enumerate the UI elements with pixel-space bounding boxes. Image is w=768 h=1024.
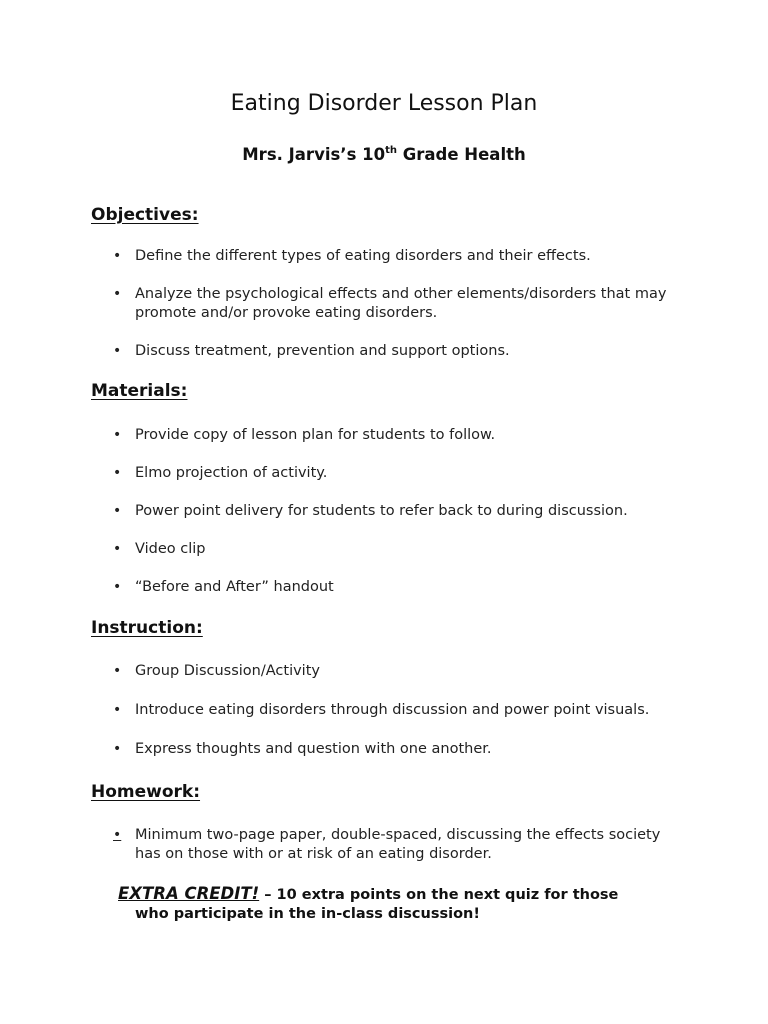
list-item-text: Video clip [135, 541, 206, 557]
list-item [113, 502, 673, 521]
list-item-text: Analyze the psychological effects and other elements/disorders that may promote and/or provoke eating disorders. [135, 286, 667, 321]
extra-credit-line1: 10 extra points on the next quiz for those [276, 887, 619, 903]
list-item-text: Minimum two-page paper, double-spaced, discussing the effects society has on those with or at risk of an eating disorder. [135, 827, 661, 862]
list-item-text: Introduce eating disorders through discussion and power point visuals. [135, 702, 650, 718]
list-item [113, 540, 673, 559]
bullet-icon: • [113, 465, 122, 481]
list-item-text: Discuss treatment, prevention and support options. [135, 343, 510, 359]
list-item-text: Elmo projection of activity. [135, 465, 328, 481]
list-item [113, 662, 673, 681]
list-item [113, 426, 673, 445]
subtitle-text-end: Grade Health [397, 145, 526, 164]
list-item [113, 342, 673, 361]
bullet-icon: • [113, 427, 122, 443]
materials-heading: Materials: [91, 381, 188, 401]
list-item-text: Provide copy of lesson plan for students to follow. [135, 427, 496, 443]
list-item [113, 740, 673, 759]
extra-credit-label: EXTRA CREDIT! [118, 884, 260, 903]
list-item [113, 247, 673, 266]
bullet-icon: • [113, 503, 122, 519]
list-item [113, 701, 673, 720]
bullet-icon: • [113, 663, 122, 679]
bullet-icon: • [113, 541, 122, 557]
instruction-heading: Instruction: [91, 618, 203, 638]
list-item [113, 826, 673, 864]
page-subtitle [0, 145, 768, 164]
list-item-text: Group Discussion/Activity [135, 663, 320, 679]
extra-credit-dash: – [259, 887, 277, 903]
bullet-icon: • [113, 827, 122, 843]
subtitle-text: Mrs. Jarvis’s 10 [242, 145, 386, 164]
bullet-icon: • [113, 248, 122, 264]
bullet-icon: • [113, 741, 122, 757]
page-title: Eating Disorder Lesson Plan [230, 91, 538, 116]
list-item-text: Define the different types of eating disorders and their effects. [135, 248, 591, 264]
extra-credit-line2: who participate in the in-class discussion! [135, 906, 480, 922]
bullet-icon: • [113, 702, 122, 718]
bullet-icon: • [113, 343, 122, 359]
list-item [113, 578, 673, 597]
homework-heading: Homework: [91, 782, 201, 802]
list-item [113, 285, 673, 323]
list-item-text: Express thoughts and question with one another. [135, 741, 492, 757]
objectives-heading: Objectives: [91, 205, 199, 225]
extra-credit-note [118, 884, 678, 924]
bullet-icon: • [113, 286, 122, 302]
list-item [113, 464, 673, 483]
list-item-text: Power point delivery for students to refer back to during discussion. [135, 503, 628, 519]
list-item-text: “Before and After” handout [135, 579, 334, 595]
subtitle-superscript: th [385, 145, 397, 156]
bullet-icon: • [113, 579, 122, 595]
